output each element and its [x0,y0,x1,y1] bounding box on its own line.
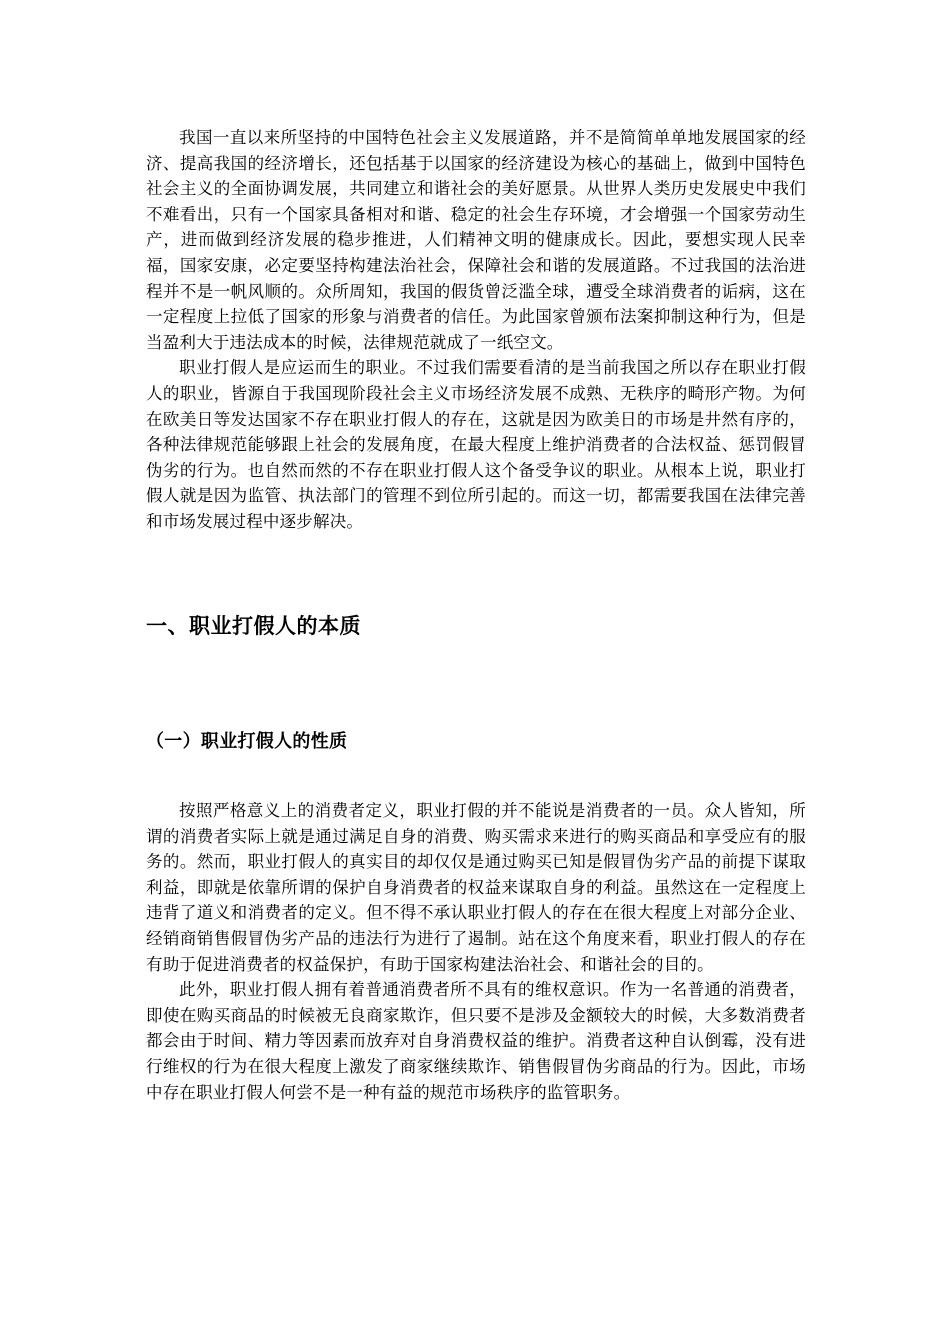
subsection-heading: （一）职业打假人的性质 [146,731,348,752]
paragraph-2: 职业打假人是应运而生的职业。不过我们需要看清的是当前我国之所以存在职业打假人的职业，皆源自于我国现阶段社会主义市场经济发展不成熟、无秩序的畸形产物。为何在欧美日等发达国家不存在职业打假人的存在，这就是因为欧美日的市场是井然有序的，各种法律规范能够跟上社会的发展角度，在最大程度上维护消费者的合法权益、惩罚假冒伪劣的行为。也自然而然的不存在职业打假人这个备受争议的职业。从根本上说，职业打假人就是因为监管、执法部门的管理不到位所引起的。而这一切，都需要我国在法律完善和市场发展过程中逐步解决。 [146,358,806,531]
section-heading: 一、职业打假人的本质 [146,614,361,638]
paragraph-1: 我国一直以来所坚持的中国特色社会主义发展道路，并不是简简单单地发展国家的经济、提高我国的经济增长，还包括基于以国家的经济建设为核心的基础上，做到中国特色社会主义的全面协调发展，共同建立和谐社会的美好愿景。从世界人类历史发展史中我们不难看出，只有一个国家具备相对和谐、稳定的社会生存环境，才会增强一个国家劳动生产，进而做到经济发展的稳步推进，人们精神文明的健康成长。因此，要想实现人民幸福，国家安康，必定要坚持构建法治社会，保障社会和谐的发展道路。不过我国的法治进程并不是一帆风顺的。众所周知，我国的假货曾泛滥全球，遭受全球消费者的诟病，这在一定程度上拉低了国家的形象与消费者的信任。为此国家曾颁布法案抑制这种行为，但是当盈利大于违法成本的时候，法律规范就成了一纸空文。 [146,128,806,352]
body-text-bottom [146,798,806,1105]
paragraph-3: 按照严格意义上的消费者定义，职业打假的并不能说是消费者的一员。众人皆知，所谓的消费者实际上就是通过满足自身的消费、购买需求来进行的购买商品和享受应有的服务的。然而，职业打假人的真实目的却仅仅是通过购买已知是假冒伪劣产品的前提下谋取利益，即就是依靠所谓的保护自身消费者的权益来谋取自身的利益。虽然这在一定程度上违背了道义和消费者的定义。但不得不承认职业打假人的存在在很大程度上对部分企业、经销商销售假冒伪劣产品的违法行为进行了遏制。站在这个角度来看，职业打假人的存在有助于促进消费者的权益保护，有助于国家构建法治社会、和谐社会的目的。 [146,801,806,974]
body-text-top [146,125,806,535]
paragraph-4: 此外，职业打假人拥有着普通消费者所不具有的维权意识。作为一名普通的消费者，即使在购买商品的时候被无良商家欺诈，但只要不是涉及金额较大的时候，大多数消费者都会由于时间、精力等因素而放弃对自身消费权益的维护。消费者这种自认倒霉，没有进行维权的行为在很大程度上激发了商家继续欺诈、销售假冒伪劣商品的行为。因此，市场中存在职业打假人何尝不是一种有益的规范市场秩序的监管职务。 [146,980,806,1102]
